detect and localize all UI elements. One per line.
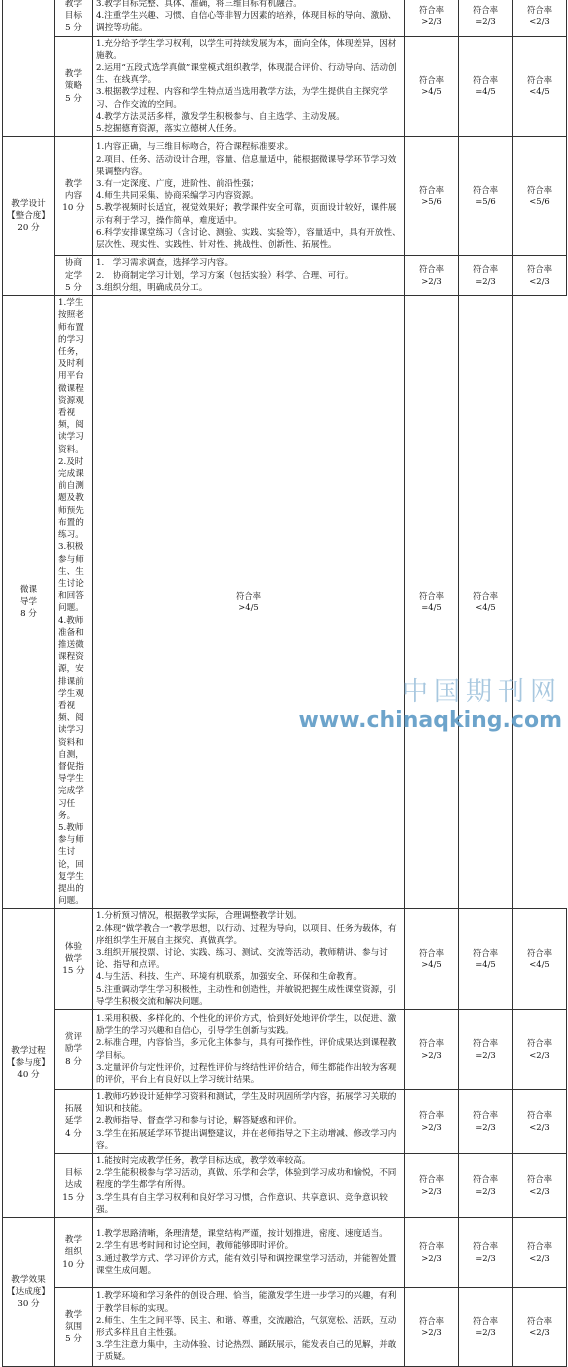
table-row: [3, 1010, 567, 1090]
cell-line: 做学: [64, 954, 83, 965]
cell-line: 协商: [64, 258, 83, 269]
grade-cell-1: [405, 1218, 459, 1288]
table-row: [3, 909, 567, 1010]
cell-line: <2/3: [529, 1252, 550, 1263]
grade-cell-2: [459, 909, 513, 1010]
cell-line: 符合率: [472, 74, 499, 85]
table-row: [3, 1218, 567, 1288]
criteria-cell: [93, 36, 405, 137]
criteria-line: 3.通过教学方式、学习评价方式，能有效引导和调控课堂学习活动，并能智处置课堂生成问题。: [96, 1253, 397, 1276]
grade-cell-3: [459, 296, 513, 909]
grade-cell-2: [459, 36, 513, 137]
cell-line: >2/3: [421, 16, 442, 27]
item-cell: [55, 0, 93, 36]
criteria-cell: [93, 1010, 405, 1090]
item-cell: [55, 1154, 93, 1218]
criteria-cell: [93, 137, 405, 256]
watermark: [299, 671, 562, 733]
watermark-url: www.chinaqking.com: [298, 708, 562, 733]
watermark-cn: 中国期刊网: [401, 677, 562, 707]
cell-line: 延学: [64, 1116, 83, 1127]
item-cell: [55, 36, 93, 137]
table-row: [3, 1090, 567, 1154]
criteria-line: 3.组织开展投票、讨论、实践、练习、测试、交流等活动，教师精讲、参与讨论、指导和点评。: [96, 948, 388, 971]
cell-line: 5 分: [65, 23, 82, 34]
cell-line: 符合率: [526, 1110, 553, 1121]
criteria-line: 1.能按时完成教学任务，教学目标达成，教学效率较高。: [96, 1156, 311, 1167]
grade-cell-3: [513, 1010, 567, 1090]
cell-line: 【达成度】: [7, 1286, 50, 1297]
cell-line: 符合率: [472, 1174, 499, 1185]
cell-line: 20 分: [17, 223, 40, 234]
category-cell: [3, 0, 55, 137]
item-cell: [55, 137, 93, 256]
cell-line: 教学效果: [11, 1274, 46, 1285]
cell-line: >2/3: [421, 1049, 442, 1060]
cell-line: =2/3: [475, 1252, 496, 1263]
cell-line: =2/3: [475, 1049, 496, 1060]
criteria-cell: [93, 909, 405, 1010]
grade-cell-3: [513, 1218, 567, 1288]
cell-line: 定学: [64, 270, 83, 281]
grade-cell-3: [513, 1288, 567, 1367]
grade-cell-2: [459, 1154, 513, 1218]
category-cell: [3, 137, 55, 296]
criteria-line: 3.学生具有自主学习权利和良好学习习惯，合作意识、共享意识、竞争意识较强。: [96, 1192, 388, 1215]
criteria-cell: [55, 296, 93, 909]
cell-line: 符合率: [526, 184, 553, 195]
item-cell: [55, 1288, 93, 1367]
criteria-line: 1.分析预习情况，根据教学实际，合理调整教学计划。: [96, 911, 302, 922]
cell-line: >2/3: [421, 1185, 442, 1196]
grade-cell-2: [459, 1010, 513, 1090]
cell-line: 符合率: [418, 590, 445, 601]
cell-line: <4/5: [529, 959, 550, 970]
cell-line: <4/5: [475, 602, 496, 613]
criteria-line: 2.标准合理，内容恰当，多元化主体参与，具有可操作性，评价成果达到课程教学目标。: [96, 1038, 397, 1061]
cell-line: <5/6: [529, 196, 550, 207]
criteria-line: 1.学生按照老师布置的学习任务，及时利用平台微课程资源观看视频，阅读学习资料。: [58, 298, 84, 455]
grade-cell-1: [405, 137, 459, 256]
cell-line: =5/6: [475, 196, 496, 207]
grade-cell-1: [405, 1010, 459, 1090]
grade-cell-3: [513, 0, 567, 36]
cell-line: 体验: [64, 941, 83, 952]
cell-line: 教学: [64, 178, 83, 189]
grade-cell-2: [459, 1090, 513, 1154]
cell-line: =2/3: [475, 1121, 496, 1132]
criteria-line: 1.充分给予学生学习权利，以学生可持续发展为本，面向全体，体现差异，因材施教。: [96, 38, 397, 61]
cell-line: 符合率: [526, 1174, 553, 1185]
cell-line: 微课: [19, 585, 38, 595]
criteria-line: 2. 协商制定学习计划，学习方案（包括实验）科学、合理、可行。: [96, 270, 354, 281]
cell-line: 内容: [64, 191, 83, 202]
criteria-cell: [93, 256, 405, 296]
criteria-line: 4.师生共同采集、协商采编学习内容资源。: [96, 191, 259, 202]
criteria-line: 4.与生活、科技、生产、环境有机联系，加强安全、环保和生命教育。: [96, 972, 363, 983]
cell-line: 拓展: [64, 1104, 83, 1115]
cell-line: 符合率: [235, 590, 262, 601]
criteria-line: 2.项目、任务、活动设计合理，容量、信息量适中，能根据微课导学环节学习效果调整内容。: [96, 154, 397, 177]
item-cell: [55, 1218, 93, 1288]
cell-line: 符合率: [418, 1174, 445, 1185]
cell-line: 符合率: [472, 1038, 499, 1049]
cell-line: 符合率: [418, 4, 445, 15]
cell-line: 15 分: [62, 966, 85, 977]
cell-line: >2/3: [421, 275, 442, 286]
cell-line: 符合率: [418, 74, 445, 85]
cell-line: 导学: [19, 597, 38, 608]
criteria-line: 2.学生有思考时间和讨论空间，教师能够即时评价。: [96, 1241, 294, 1252]
cell-line: >2/3: [421, 1327, 442, 1338]
grade-cell-2: [459, 1218, 513, 1288]
table-row: [3, 0, 567, 36]
cell-line: 8 分: [20, 609, 37, 620]
grade-cell-2: [459, 256, 513, 296]
criteria-line: 3.有一定深度、广度，进阶性、前沿性强；: [96, 178, 259, 189]
criteria-cell: [93, 1154, 405, 1218]
table-row: [3, 137, 567, 256]
cell-line: 教学: [64, 1235, 83, 1246]
grade-cell-3: [513, 36, 567, 137]
cell-line: 达成: [64, 1180, 83, 1191]
criteria-line: 5.教师参与师生讨论，回复学生提出的问题。: [58, 822, 84, 907]
cell-line: =4/5: [475, 959, 496, 970]
cell-line: 符合率: [526, 264, 553, 275]
cell-line: 15 分: [62, 1192, 85, 1203]
grade-cell-3: [513, 137, 567, 256]
cell-line: 符合率: [472, 1110, 499, 1121]
cell-line: <2/3: [529, 275, 550, 286]
cell-line: >2/3: [421, 1121, 442, 1132]
cell-line: 符合率: [526, 1038, 553, 1049]
criteria-line: 1.教师巧妙设计延伸学习资料和测试，学生及时巩固所学内容，拓展学习关联的知识和技能。: [96, 1092, 397, 1115]
cell-line: 教学设计: [11, 198, 46, 209]
cell-line: 符合率: [472, 184, 499, 195]
cell-line: 5 分: [65, 282, 82, 293]
cell-line: 教学过程: [11, 1045, 46, 1056]
cell-line: <2/3: [529, 16, 550, 27]
criteria-line: 5.挖掘德育资源，落实立德树人任务。: [96, 124, 242, 135]
cell-line: 教学: [64, 69, 83, 80]
grade-cell-3: [513, 1154, 567, 1218]
criteria-line: 2.运用“五段式选学真做”课堂模式组织教学，体现混合评价、行动导向、活动创生、在线真学。: [96, 63, 397, 86]
cell-line: 符合率: [418, 264, 445, 275]
criteria-line: 2.教师指导、督查学习和参与讨论，解答疑惑和评价。: [96, 1116, 302, 1127]
cell-line: 策略: [64, 81, 83, 92]
cell-line: 4 分: [65, 1128, 82, 1139]
cell-line: <2/3: [529, 1049, 550, 1060]
criteria-line: 3.根据教学过程、内容和学生特点适当选用教学方法，为学生提供自主探究学习、合作交流的空间。: [96, 87, 388, 110]
cell-line: 30 分: [17, 1299, 40, 1310]
category-cell: [3, 1218, 55, 1367]
cell-line: 组织: [64, 1247, 83, 1258]
criteria-line: 5.注重调动学生学习积极性，主动性和创造性，并敏锐把握生成性课堂资源，引导学生积极交流和解决问题。: [96, 984, 397, 1007]
grade-cell-2: [459, 1288, 513, 1367]
cell-line: =2/3: [475, 16, 496, 27]
cell-line: 【参与度】: [7, 1058, 50, 1069]
cell-line: =2/3: [475, 275, 496, 286]
criteria-line: 1. 学习需求调查，选择学习内容。: [96, 258, 234, 269]
grade-cell-1: [405, 909, 459, 1010]
cell-line: 符合率: [472, 590, 499, 601]
cell-line: <2/3: [529, 1121, 550, 1132]
cell-line: 10 分: [62, 1259, 85, 1270]
cell-line: =4/5: [475, 86, 496, 97]
cell-line: 目标: [64, 11, 83, 22]
cell-line: 符合率: [526, 1241, 553, 1252]
cell-line: 符合率: [526, 947, 553, 958]
criteria-line: 4.教师准备和推送微课程资源，安排课前学生观看视频、阅读学习资料和自测，督促指导学生完成学习任务。: [58, 615, 84, 821]
cell-line: 符合率: [418, 947, 445, 958]
criteria-line: 3.教学目标完整、具体、准确，将三维目标有机融合。: [96, 0, 302, 9]
cell-line: <2/3: [529, 1327, 550, 1338]
grade-cell-3: [513, 1090, 567, 1154]
cell-line: 赏评: [64, 1032, 83, 1043]
criteria-line: 2.学生能积极参与学习活动，真做、乐学和会学，体验到学习成功和愉悦，不同程度的学生都学有所得。: [96, 1168, 397, 1191]
cell-line: 5 分: [65, 1334, 82, 1345]
grade-cell-2: [459, 137, 513, 256]
cell-line: 符合率: [418, 1110, 445, 1121]
cell-line: >4/5: [238, 602, 259, 613]
grade-cell-1: [405, 36, 459, 137]
cell-line: 10 分: [62, 203, 85, 214]
item-cell: [55, 256, 93, 296]
table-row: [3, 256, 567, 296]
table-row: [3, 1154, 567, 1218]
grade-cell-2: [459, 0, 513, 36]
cell-line: 符合率: [418, 1241, 445, 1252]
cell-line: 氛围: [64, 1321, 83, 1332]
grade-cell-1: [405, 1090, 459, 1154]
item-cell: [55, 909, 93, 1010]
criteria-line: 6.科学安排课堂练习（含讨论、测验、实践、实验等），容量适中，具有开放性、层次性、现实性、实践性、针对性、挑战性、创新性、拓展性。: [96, 227, 401, 250]
category-cell: [3, 909, 55, 1218]
cell-line: <4/5: [529, 86, 550, 97]
criteria-line: 4.注重学生兴趣、习惯、自信心等非智力因素的培养，体现目标的导向、激励、调控等功能。: [96, 11, 397, 34]
criteria-line: 2.体现“做学教合一”教学思想，以行动、过程为导向，以项目、任务为载体，有序组织学生开展自主探究、真做真学。: [96, 923, 397, 946]
cell-line: 【整合度】: [7, 211, 50, 222]
cell-line: 符合率: [526, 1315, 553, 1326]
criteria-line: 3.组织分组，明确成员分工。: [96, 282, 208, 293]
criteria-line: 4.教学方法灵活多样，激发学生积极参与、自主选学、主动发展。: [96, 111, 345, 122]
grade-cell-1: [405, 0, 459, 36]
criteria-line: 3.学生在拓展延学环节提出调整建议，并在老师指导之下主动增减、修改学习内容。: [96, 1128, 397, 1151]
cell-line: 教学: [64, 1309, 83, 1320]
grade-cell-1: [405, 256, 459, 296]
grade-cell-1: [405, 1288, 459, 1367]
item-cell: [55, 1010, 93, 1090]
cell-line: <2/3: [529, 1185, 550, 1196]
table-row: [3, 296, 567, 909]
cell-line: 符合率: [418, 1038, 445, 1049]
cell-line: 符合率: [418, 1315, 445, 1326]
criteria-line: 2.师生、生生之间平等、民主、和谐、尊重，交流融洽，气氛宽松、活跃，互动形式多样且自主性强。: [96, 1315, 397, 1339]
cell-line: 教学: [64, 0, 83, 9]
cell-line: =2/3: [475, 1185, 496, 1196]
cell-line: 8 分: [65, 1056, 82, 1067]
grade-cell-2: [405, 296, 459, 909]
criteria-line: 2.及时完成课前自测题及教师预先布置的练习。: [58, 456, 84, 541]
cell-line: >5/6: [421, 196, 442, 207]
grade-cell-3: [513, 909, 567, 1010]
cell-line: >4/5: [421, 959, 442, 970]
criteria-line: 1.教学思路清晰，条理清楚，课堂结构严谨，按计划推进，密度、速度适当。: [96, 1229, 388, 1240]
cell-line: 励学: [64, 1044, 83, 1055]
cell-line: >4/5: [421, 86, 442, 97]
cell-line: 符合率: [472, 4, 499, 15]
criteria-line: 1.教学环境和学习条件的创设合理、恰当，能激发学生进一步学习的兴趣，有利于教学目标的实现。: [96, 1291, 397, 1314]
criteria-cell: [93, 0, 405, 36]
cell-line: 目标: [64, 1168, 83, 1179]
item-cell: [3, 296, 55, 909]
criteria-line: 3.积极参与师生、生生讨论和回答问题。: [58, 542, 84, 614]
cell-line: =2/3: [475, 1327, 496, 1338]
criteria-cell: [93, 1090, 405, 1154]
cell-line: 符合率: [418, 184, 445, 195]
grade-cell-3: [513, 256, 567, 296]
cell-line: 符合率: [526, 4, 553, 15]
cell-line: 符合率: [472, 1241, 499, 1252]
table-row: [3, 1288, 567, 1367]
criteria-line: 5.教学视频时长适宜，视觉效果好；教学课件安全可靠，页面设计较好，课件展示有利于学习，操作简单，难度适中。: [96, 203, 397, 226]
criteria-line: 3.定量评价与定性评价，过程性评价与终结性评价结合，师生都能作出较为客观的评价，平台上有良好以上学习统计结果。: [96, 1062, 397, 1085]
criteria-cell: [93, 1218, 405, 1288]
cell-line: 40 分: [17, 1070, 40, 1081]
cell-line: >2/3: [421, 1252, 442, 1263]
cell-line: =4/5: [421, 602, 442, 613]
grade-cell-1: [405, 1154, 459, 1218]
table-row: [3, 36, 567, 137]
item-cell: [55, 1090, 93, 1154]
grade-cell-1: [93, 296, 405, 909]
criteria-cell: [93, 1288, 405, 1367]
cell-line: 符合率: [472, 1315, 499, 1326]
cell-line: 符合率: [472, 264, 499, 275]
cell-line: 符合率: [472, 947, 499, 958]
criteria-line: 1.内容正确，与三维目标吻合，符合课程标准要求。: [96, 142, 294, 153]
cell-line: 5 分: [65, 93, 82, 104]
criteria-line: 3.学生注意力集中，主动体验、讨论热烈、踊跃展示，能发表自己的见解，并敢于质疑。: [96, 1340, 397, 1363]
criteria-line: 1.采用积极、多样化的、个性化的评价方式，恰到好处地评价学生，以促进、激励学生的学习兴趣和自信心，引导学生创新与实践。: [96, 1013, 397, 1037]
cell-line: 符合率: [526, 74, 553, 85]
